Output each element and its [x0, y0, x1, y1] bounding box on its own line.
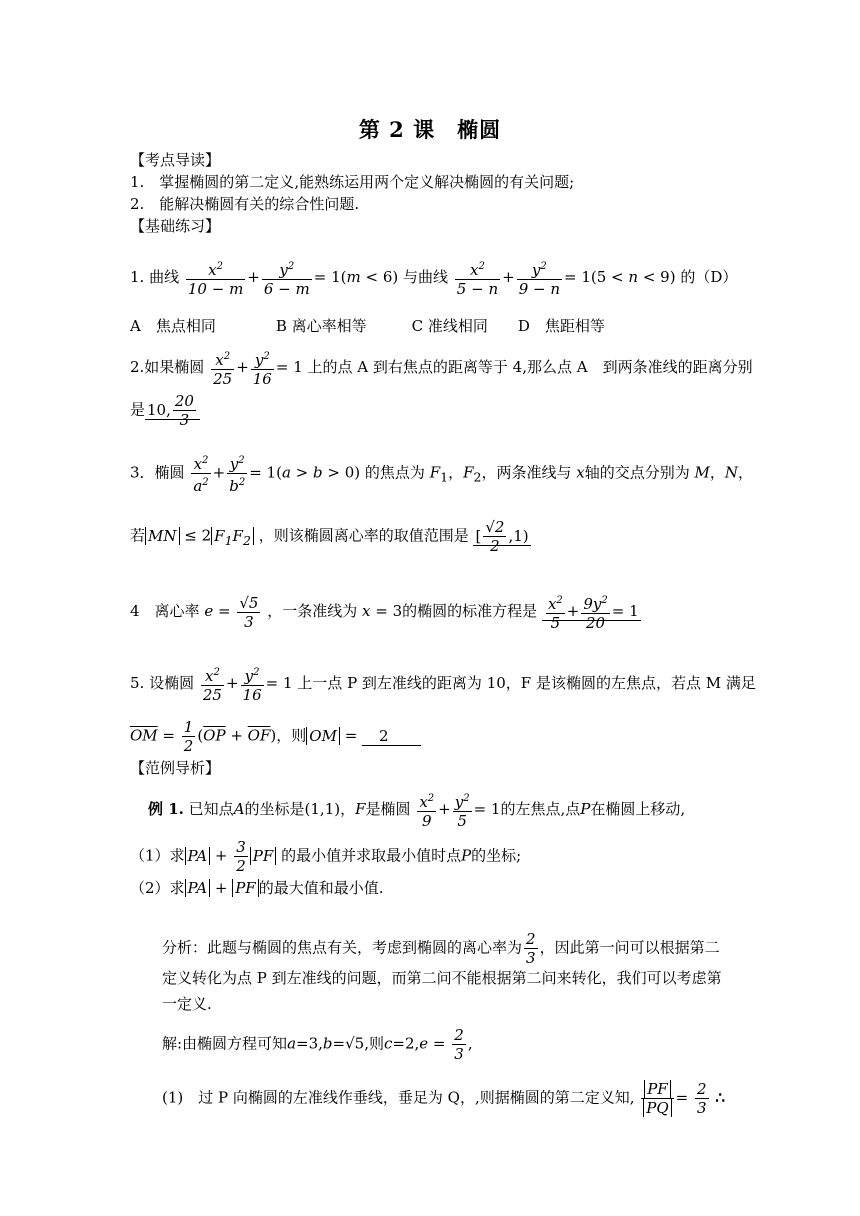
question-5: 5. 设椭圆 $\frac{x^2}{25}$ + $\frac{y^2}{16}$ = 1 上一点 P 到左准线的距离为 10，F 是该椭圆的左焦点，若点 M 满足: [130, 664, 756, 704]
analysis-line-2: 定义转化为点 P 到左准线的问题，而第二问不能根据第二问来转化，我们可以考虑第: [162, 969, 722, 987]
math-fraction: $\frac{9y^2}{20}$: [581, 592, 609, 632]
kaodian-item-1: 1. 掌握椭圆的第二定义,能熟练运用两个定义解决椭圆的有关问题;: [130, 173, 575, 191]
math-fraction: $\frac{20}{3}$: [174, 392, 194, 429]
solution-text: ,则: [364, 1034, 384, 1053]
question-1: 1. 曲线 $\frac{x^2}{10 - m}$ + $\frac{y^2}{6 - m}$ = 1(m < 6) 与曲线 $\frac{x^2}{5 - n}$ + $\frac{y^2}{9 - n}$ = 1(5 < n < 9) 的（D）: [130, 258, 737, 298]
question-5-prefix: 5. 设椭圆: [130, 674, 195, 692]
math-fraction: $\frac{1}{2}$: [183, 718, 194, 755]
math-fraction: $\frac{x^2}{a^2}$: [191, 452, 210, 495]
math-fraction: $\frac{y^2}{6 - m}$: [262, 258, 312, 298]
math-fraction: $\frac{y^2}{5}$: [453, 790, 472, 830]
example-text: 的左焦点,点: [500, 800, 581, 818]
analysis-line-3: 一定义.: [162, 995, 212, 1013]
math-fraction: $\frac{x^2}{25}$: [201, 664, 224, 704]
example-text: 的坐标;: [471, 846, 522, 865]
question-1-suffix: 的（D）: [680, 268, 738, 286]
analysis-text: 分析：此题与椭圆的焦点有关，考虑到椭圆的离心率为: [162, 938, 523, 957]
question-3-text: 若: [130, 526, 146, 545]
question-4-prefix: 4 离心率: [130, 602, 200, 620]
example-part-2: （2）求 PA + PF 的最大值和最小值.: [130, 879, 384, 897]
example-text: 是椭圆: [365, 800, 411, 818]
math-fraction: $\frac{√5}{3}$: [239, 593, 259, 631]
analysis-text: ，因此第一问可以根据第二: [539, 938, 720, 957]
math-fraction: $\frac{2}{3}$: [454, 1026, 464, 1063]
example-part-1: （1）求 PA + $\frac{3}{2}$ PF 的最小值并求取最小值时点P的坐标;: [130, 838, 522, 875]
solution-text: 解:由椭圆方程可知: [162, 1034, 288, 1053]
math-fraction: $\frac{√2}{2}$: [485, 518, 505, 555]
therefore-symbol: ∴: [715, 1088, 725, 1107]
math-fraction: $\frac{x^2}{9}$: [417, 790, 436, 830]
example-text: 已知点: [188, 800, 234, 818]
section-heading-fanli: 【范例导析】: [130, 759, 221, 777]
section-heading-jichu: 【基础练习】: [130, 217, 221, 235]
question-4-answer: $\frac{x^2}{5}$ + $\frac{9y^2}{20}$ = 1: [542, 602, 641, 621]
question-3-answer: [ $\frac{√2}{2}$ ,1): [475, 518, 529, 555]
math-fraction: $\frac{y^2}{b^2}$: [227, 452, 247, 495]
example-text: 的坐标是(1,1)，: [244, 800, 356, 818]
section-heading-kaodian: 【考点导读】: [130, 151, 221, 169]
example-text: （2）求: [130, 879, 185, 897]
question-3-line2: 若 MN ≤ 2 $F_1F_2$ ，则该椭圆离心率的取值范围是 [ $\frac{√2}{2}$ ,1): [130, 518, 529, 555]
question-4-mid: ，一条准线为: [267, 602, 358, 620]
math-fraction: $\frac{y^2}{9 - n}$: [517, 258, 562, 298]
question-3-text: 轴的交点分别为: [584, 463, 690, 482]
question-5-answer: 2: [362, 727, 421, 746]
question-2-line2: 是: [130, 400, 146, 419]
math-fraction: $\frac{x^2}{25}$: [211, 348, 234, 388]
math-fraction: $\frac{PF}{PQ}$: [641, 1080, 673, 1117]
question-3-text: 的焦点为: [364, 463, 425, 482]
question-5-text: ，则: [276, 726, 307, 745]
solution-text: (1) 过 P 向椭圆的左准线作垂线，垂足为 Q，,则据椭圆的第二定义知,: [162, 1088, 635, 1107]
example-text: 在椭圆上移动,: [590, 800, 686, 818]
question-1-prefix: 1. 曲线: [130, 268, 180, 286]
question-3-text: ，则该椭圆离心率的取值范围是: [258, 526, 469, 545]
example-label: 例 1.: [148, 800, 184, 818]
example-text: 的最大值和最小值.: [258, 879, 384, 897]
question-3: 3．椭圆 $\frac{x^2}{a^2}$ + $\frac{y^2}{b^2}$ = 1(a > b > 0) 的焦点为 $F_1$，$F_2$，两条准线与 x轴的交点分别为 M，N，: [130, 452, 753, 495]
math-fraction: $\frac{2}{3}$: [526, 930, 536, 967]
question-2-answer: 10, $\frac{20}{3}$: [145, 401, 200, 420]
math-fraction: $\frac{x^2}{5}$: [546, 592, 565, 632]
math-fraction: $\frac{x^2}{10 - m}$: [186, 258, 245, 298]
question-4: 4 离心率 e = $\frac{√5}{3}$ ，一条准线为 x = 3的椭圆的标准方程是 $\frac{x^2}{5}$ + $\frac{9y^2}{20}$ = 1: [130, 593, 639, 632]
question-2-prefix: 2.如果椭圆: [130, 358, 205, 376]
solution-line: 解:由椭圆方程可知a=3,b=√5,则c=2,e = $\frac{2}{3}$ ,: [162, 1026, 473, 1063]
math-fraction: $\frac{3}{2}$: [236, 838, 246, 875]
question-5-suffix: 上一点 P 到左准线的距离为 10，F 是该椭圆的左焦点，若点 M 满足: [297, 674, 756, 692]
example-text: 的最小值并求取最小值时点: [281, 846, 462, 865]
math-fraction: $\frac{x^2}{5 - n}$: [455, 258, 500, 298]
question-2: 2.如果椭圆 $\frac{x^2}{25}$ + $\frac{y^2}{16}$ = 1 上的点 A 到右焦点的距离等于 4,那么点 A 到两条准线的距离分别: [130, 348, 753, 388]
question-3-prefix: 3．椭圆: [130, 463, 185, 482]
question-4-suffix: 的椭圆的标准方程是: [402, 602, 538, 620]
solution-step-1: (1) 过 P 向椭圆的左准线作垂线，垂足为 Q，,则据椭圆的第二定义知, $\frac{PF}{PQ}$ = $\frac{2}{3}$ ∴: [162, 1080, 725, 1117]
question-5-line2: $\overline{OM}$ = $\frac{1}{2}$ $(\overline{OP} + \overline{OF})$，则 OM = 2: [130, 718, 421, 755]
math-fraction: $\frac{2}{3}$: [697, 1080, 707, 1117]
example-text: （1）求: [130, 846, 185, 865]
kaodian-item-2: 2. 能解决椭圆有关的综合性问题.: [130, 195, 360, 213]
question-2-answer-line: [130, 392, 200, 429]
analysis-line-1: [162, 930, 720, 967]
math-fraction: $\frac{y^2}{16}$: [251, 348, 274, 388]
question-1-mid: 与曲线: [403, 268, 449, 286]
question-2-suffix: 上的点 A 到右焦点的距离等于 4,那么点 A 到两条准线的距离分别: [307, 358, 753, 376]
math-fraction: $\frac{y^2}{16}$: [241, 664, 264, 704]
example-1: 例 1. 已知点A的坐标是(1,1)，F是椭圆 $\frac{x^2}{9}$ + $\frac{y^2}{5}$ = 1的左焦点,点P在椭圆上移动,: [148, 790, 685, 830]
question-3-text: ，两条准线与: [481, 463, 572, 482]
page-title: 第 2 课 椭圆: [358, 117, 502, 142]
question-1-options: A 焦点相同 B 离心率相等 C 准线相同 D 焦距相等: [130, 317, 605, 335]
